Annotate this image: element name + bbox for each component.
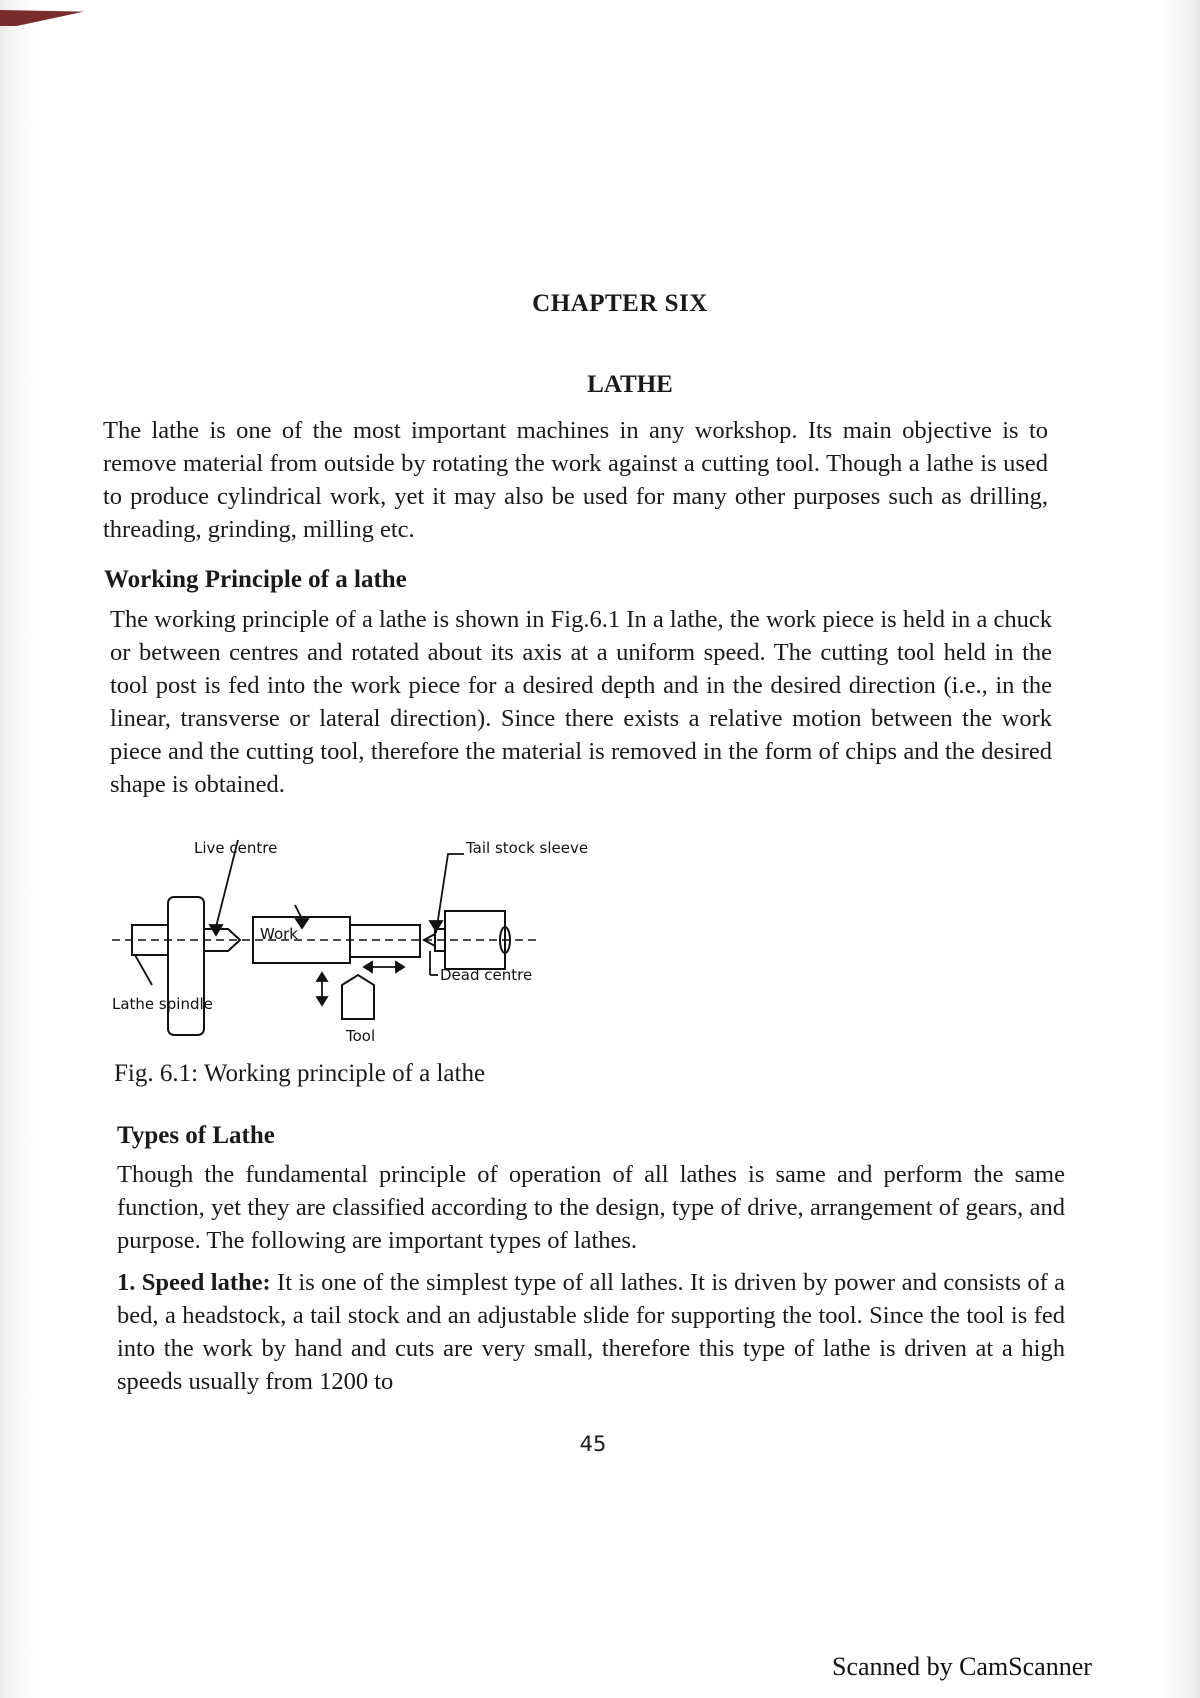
cutting-tool xyxy=(342,975,374,1019)
section-title: LATHE xyxy=(587,371,673,398)
working-principle-paragraph: The working principle of a lathe is shown in Fig.6.1 In a lathe, the work piece is held in a chuck or between centres and rotated about its axis at a uniform speed. The cutting tool held in the tool post is fed into the work piece for a desired depth and in the desired direction (i.e., in the linear, transverse or lateral direction). Since there exists a relative motion between the work piece and the cutting tool, therefore the material is removed in the form of chips and the desired shape is obtained. xyxy=(110,606,1052,798)
label-lathe-spindle: Lathe spindle xyxy=(112,995,213,1013)
speed-lathe-text: It is one of the simplest type of all lathes. It is driven by power and consists of a bed, a headstock, a tail stock and an adjustable slide for supporting the tool. Since the tool is fed into the work by hand and cuts are very small, therefore this type of lathe is driven at a high speeds usually from 1200 to xyxy=(117,1269,1065,1395)
lathe-diagram xyxy=(110,835,610,1050)
label-tail-stock-sleeve: Tail stock sleeve xyxy=(466,839,589,857)
page-number: 45 xyxy=(579,1432,607,1456)
spindle-shaft xyxy=(132,925,168,955)
scanner-watermark: Scanned by CamScanner xyxy=(832,1652,1092,1681)
label-tool: Tool xyxy=(346,1027,376,1045)
chuck-plate xyxy=(168,897,204,1035)
types-of-lathe-heading: Types of Lathe xyxy=(117,1122,275,1149)
label-dead-centre: Dead centre xyxy=(440,966,533,984)
types-of-lathe-paragraph: Though the fundamental principle of operation of all lathes is same and perform the same function, yet they are classified according to the design, type of drive, arrangement of gears, and purpose. The following are important types of lathes. xyxy=(117,1161,1065,1254)
speed-lathe-label: 1. Speed lathe: xyxy=(117,1269,271,1296)
work-step xyxy=(350,925,420,957)
label-live-centre: Live centre xyxy=(194,839,278,857)
depth-arrow-up xyxy=(317,973,327,981)
speed-lathe-paragraph xyxy=(117,1266,1065,1398)
working-principle-heading: Working Principle of a lathe xyxy=(104,566,407,593)
label-work: Work xyxy=(260,925,298,943)
lathe-diagram-svg xyxy=(110,835,610,1050)
feed-arrow-right xyxy=(396,962,404,972)
spindle-leader xyxy=(135,955,152,985)
feed-arrow-left xyxy=(364,962,372,972)
scan-corner-mark xyxy=(0,10,84,26)
intro-paragraph: The lathe is one of the most important machines in any workshop. Its main objective is to remove material from outside by rotating the work against a cutting tool. Though a lathe is used to produce cylindrical work, yet it may also be used for many other purposes such as drilling, threading, grinding, milling etc. xyxy=(103,417,1048,543)
chapter-heading: CHAPTER SIX xyxy=(532,290,708,317)
figure-caption: Fig. 6.1: Working principle of a lathe xyxy=(114,1060,486,1087)
depth-arrow-down xyxy=(317,997,327,1005)
